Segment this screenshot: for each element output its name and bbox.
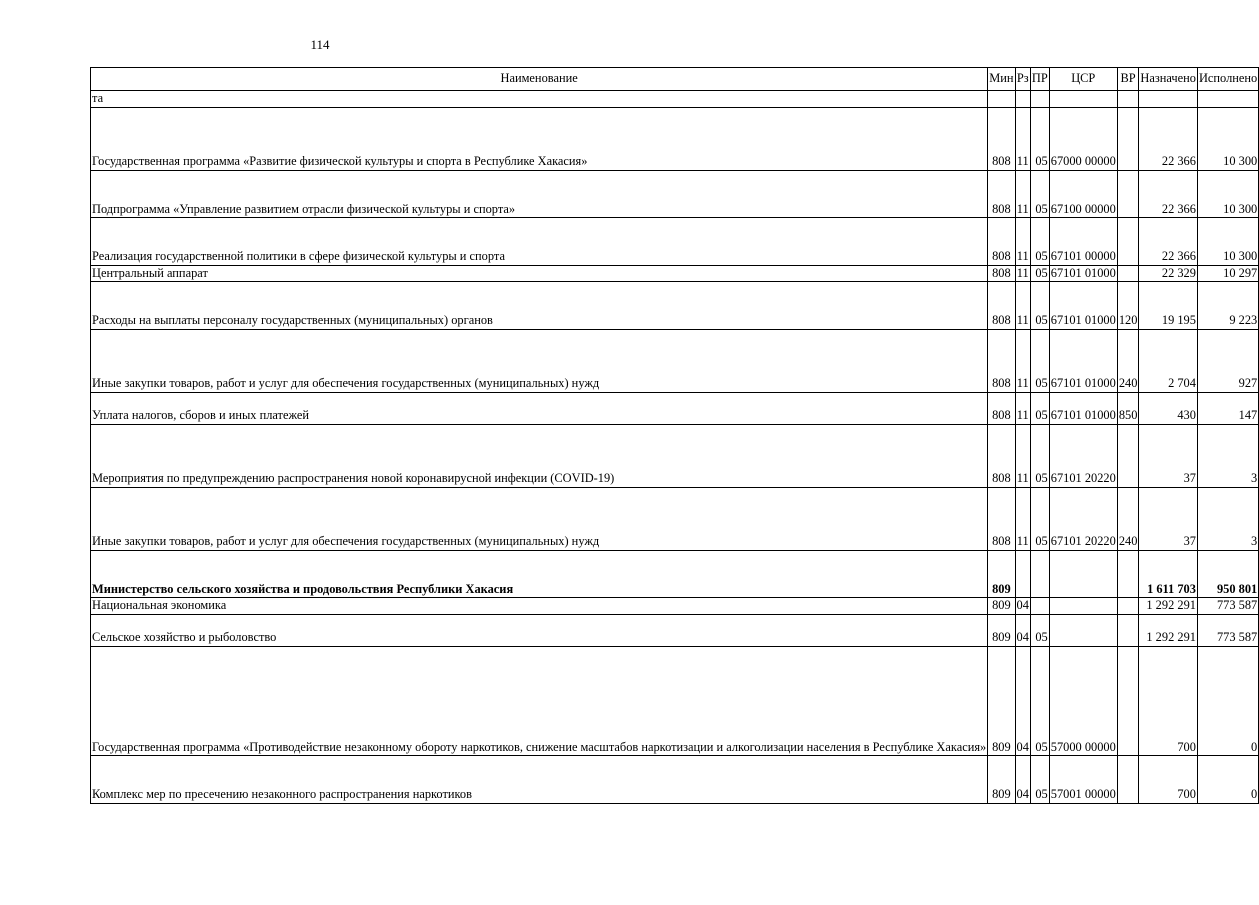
cell-vr (1117, 170, 1139, 218)
table-row (91, 392, 1259, 424)
cell-pr: 05 (1030, 218, 1049, 266)
cell-min: 809 (988, 646, 1015, 756)
cell-csr: 67101 20220 (1049, 424, 1117, 487)
cell-vr (1117, 614, 1139, 646)
cell-rz: 04 (1015, 646, 1030, 756)
cell-name: Государственная программа «Противодействие незаконному обороту наркотиков, снижение масштабов наркотизации и алкоголизации населения в Республике Хакасия» (91, 646, 988, 756)
cell-assigned: 700 (1139, 756, 1198, 804)
cell-rz: 04 (1015, 756, 1030, 804)
cell-assigned: 430 (1139, 392, 1198, 424)
cell-csr (1049, 614, 1117, 646)
cell-min: 809 (988, 550, 1015, 598)
cell-rz: 11 (1015, 218, 1030, 266)
cell-vr: 240 (1117, 487, 1139, 550)
table-body (91, 91, 1259, 804)
cell-name: Иные закупки товаров, работ и услуг для обеспечения государственных (муниципальных) нужд (91, 487, 988, 550)
header-pr: ПР (1030, 68, 1049, 91)
cell-min: 808 (988, 170, 1015, 218)
cell-name: Иные закупки товаров, работ и услуг для обеспечения государственных (муниципальных) нужд (91, 329, 988, 392)
cell-min: 809 (988, 756, 1015, 804)
cell-executed: 10 300 (1197, 170, 1258, 218)
header-vr: ВР (1117, 68, 1139, 91)
cell-pr (1030, 550, 1049, 598)
cell-csr: 67100 00000 (1049, 170, 1117, 218)
cell-executed: 0 (1197, 756, 1258, 804)
header-executed: Исполнено (1197, 68, 1258, 91)
cell-min (988, 91, 1015, 108)
table-row (91, 107, 1259, 170)
page-number: 114 (310, 37, 330, 52)
cell-executed: 773 587 (1197, 598, 1258, 615)
cell-pr: 05 (1030, 107, 1049, 170)
budget-table (90, 67, 1259, 804)
cell-min: 808 (988, 107, 1015, 170)
cell-executed: 3 (1197, 487, 1258, 550)
cell-executed: 10 300 (1197, 218, 1258, 266)
cell-min: 808 (988, 282, 1015, 330)
cell-csr (1049, 598, 1117, 615)
cell-min: 808 (988, 329, 1015, 392)
cell-pr: 05 (1030, 265, 1049, 282)
cell-vr (1117, 646, 1139, 756)
cell-csr: 67000 00000 (1049, 107, 1117, 170)
table-row (91, 329, 1259, 392)
cell-pr: 05 (1030, 424, 1049, 487)
cell-rz: 04 (1016, 598, 1029, 612)
cell-min: 808 (988, 218, 1015, 266)
cell-csr (1049, 550, 1117, 598)
table-row (91, 598, 1259, 615)
cell-pr: 05 (1030, 392, 1049, 424)
cell-executed: 950 801 (1197, 550, 1258, 598)
cell-name: Комплекс мер по пресечению незаконного распространения наркотиков (91, 756, 988, 804)
table-row (91, 487, 1259, 550)
cell-csr: 67101 00000 (1049, 218, 1117, 266)
cell-vr: 850 (1117, 392, 1139, 424)
cell-name: Уплата налогов, сборов и иных платежей (91, 392, 988, 424)
cell-csr: 57000 00000 (1049, 646, 1117, 756)
cell-pr: 05 (1030, 282, 1049, 330)
cell-name: Сельское хозяйство и рыболовство (91, 614, 988, 646)
cell-rz: 11 (1015, 107, 1030, 170)
table-row (91, 614, 1259, 646)
cell-csr (1049, 91, 1117, 108)
cell-vr: 120 (1117, 282, 1139, 330)
cell-csr: 57001 00000 (1049, 756, 1117, 804)
cell-min: 809 (988, 598, 1015, 615)
table-row (91, 170, 1259, 218)
cell-pr: 05 (1030, 487, 1049, 550)
cell-name: Мероприятия по предупреждению распространения новой коронавирусной инфекции (COVID-19) (91, 424, 988, 487)
cell-executed: 0 (1197, 646, 1258, 756)
cell-name: Подпрограмма «Управление развитием отрасли физической культуры и спорта» (91, 170, 988, 218)
cell-assigned: 22 329 (1139, 265, 1198, 282)
cell-assigned: 22 366 (1139, 170, 1198, 218)
cell-csr: 67101 01000 (1049, 329, 1117, 392)
cell-name: Государственная программа «Развитие физической культуры и спорта в Республике Хакасия» (91, 107, 988, 170)
cell-executed: 773 587 (1197, 614, 1258, 646)
cell-vr (1117, 550, 1139, 598)
cell-name: Национальная экономика (91, 598, 988, 615)
header-min: Мин (988, 68, 1015, 91)
cell-pr (1030, 91, 1049, 108)
table-row (91, 91, 1259, 108)
cell-pr: 05 (1030, 329, 1049, 392)
cell-rz: 11 (1015, 392, 1030, 424)
cell-executed: 9 223 (1197, 282, 1258, 330)
table-row (91, 550, 1259, 598)
cell-vr: 240 (1117, 329, 1139, 392)
table-row (91, 424, 1259, 487)
cell-csr: 67101 01000 (1049, 392, 1117, 424)
cell-pr: 05 (1030, 756, 1049, 804)
cell-assigned: 19 195 (1139, 282, 1198, 330)
cell-csr: 67101 01000 (1049, 282, 1117, 330)
cell-name: Центральный аппарат (91, 265, 988, 282)
cell-name: Реализация государственной политики в сфере физической культуры и спорта (91, 218, 988, 266)
cell-pr (1030, 598, 1049, 615)
cell-vr (1117, 756, 1139, 804)
cell-assigned: 1 292 291 (1139, 614, 1198, 646)
cell-executed: 3 (1197, 424, 1258, 487)
cell-vr (1117, 218, 1139, 266)
cell-executed (1197, 91, 1258, 108)
cell-rz: 11 (1015, 424, 1030, 487)
cell-rz: 04 (1015, 614, 1030, 646)
cell-assigned: 1 611 703 (1139, 550, 1198, 598)
cell-executed: 147 (1197, 392, 1258, 424)
cell-csr: 67101 20220 (1049, 487, 1117, 550)
cell-name: та (91, 91, 988, 108)
cell-pr: 05 (1030, 614, 1049, 646)
cell-min: 808 (988, 424, 1015, 487)
cell-rz: 11 (1015, 282, 1030, 330)
cell-csr: 67101 01000 (1050, 265, 1116, 280)
cell-name: Министерство сельского хозяйства и продовольствия Республики Хакасия (91, 550, 988, 598)
cell-min: 809 (988, 614, 1015, 646)
cell-rz (1015, 550, 1030, 598)
table-row (91, 218, 1259, 266)
cell-assigned: 700 (1139, 646, 1198, 756)
cell-rz (1015, 91, 1030, 108)
table-row (91, 756, 1259, 804)
table-row (91, 265, 1259, 282)
cell-assigned: 1 292 291 (1139, 598, 1198, 615)
header-name: Наименование (91, 68, 988, 91)
cell-rz: 11 (1015, 487, 1030, 550)
cell-vr (1117, 107, 1139, 170)
cell-executed: 927 (1197, 329, 1258, 392)
cell-assigned: 37 (1139, 424, 1198, 487)
cell-vr (1117, 91, 1139, 108)
cell-pr: 05 (1030, 646, 1049, 756)
cell-min: 808 (988, 392, 1015, 424)
header-rz: Рз (1015, 68, 1030, 91)
cell-executed: 10 300 (1197, 107, 1258, 170)
table-row (91, 646, 1259, 756)
cell-rz: 11 (1015, 329, 1030, 392)
table-header-row (91, 68, 1259, 91)
table-row (91, 282, 1259, 330)
cell-assigned: 37 (1139, 487, 1198, 550)
cell-vr (1117, 598, 1139, 615)
cell-rz: 11 (1016, 265, 1029, 280)
cell-assigned: 2 704 (1139, 329, 1198, 392)
cell-pr: 05 (1030, 170, 1049, 218)
cell-name: Расходы на выплаты персоналу государственных (муниципальных) органов (91, 282, 988, 330)
header-csr: ЦСР (1049, 68, 1117, 91)
cell-assigned (1139, 91, 1198, 108)
cell-assigned: 22 366 (1139, 218, 1198, 266)
cell-assigned: 22 366 (1139, 107, 1198, 170)
cell-vr (1117, 265, 1139, 282)
cell-executed: 10 297 (1197, 265, 1258, 282)
cell-vr (1117, 424, 1139, 487)
cell-min: 808 (988, 487, 1015, 550)
cell-min: 808 (988, 265, 1015, 282)
cell-rz: 11 (1015, 170, 1030, 218)
header-assigned: Назначено (1139, 68, 1198, 91)
